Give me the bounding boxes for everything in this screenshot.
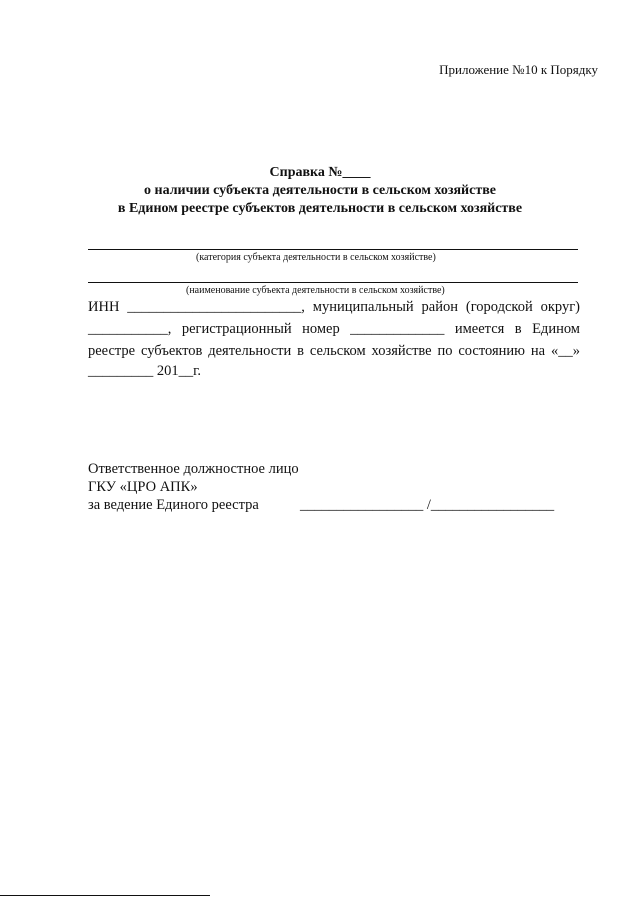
title-line-subject: о наличии субъекта деятельности в сельском хозяйстве — [144, 183, 496, 198]
signature-position: Ответственное должностное лицо — [88, 461, 299, 477]
word: номер — [302, 321, 340, 337]
signature-organization: ГКУ «ЦРО АПК» — [88, 479, 198, 495]
inn-blank[interactable]: ________________________, — [127, 299, 305, 315]
signature-role: за ведение Единого реестра — [88, 497, 259, 513]
document-title — [80, 164, 560, 218]
day-blank[interactable]: «__» — [550, 343, 580, 359]
word: по — [437, 343, 453, 359]
word: реестре — [88, 343, 136, 359]
word: в — [297, 343, 304, 359]
name-field-line[interactable] — [88, 282, 578, 283]
word: ИНН — [88, 299, 120, 315]
registration-number-blank[interactable]: _____________ — [350, 321, 445, 337]
category-caption: (категория субъекта деятельности в сельском хозяйстве) — [196, 252, 436, 263]
word: округ) — [540, 299, 580, 315]
word: состоянию — [458, 343, 525, 359]
category-field-line[interactable] — [88, 249, 578, 250]
signature-blanks[interactable]: _________________ /_________________ — [300, 497, 555, 513]
date-line[interactable]: _________ 201__г. — [88, 363, 202, 379]
word: сельском — [309, 343, 366, 359]
body-line-inn — [88, 297, 580, 317]
title-line-certificate-number: Справка №____ — [269, 165, 371, 180]
word: имеется — [454, 321, 505, 337]
word: Едином — [532, 321, 580, 337]
word: регистрационный — [181, 321, 292, 337]
body-line-registration — [88, 319, 580, 339]
body-line-registry-status — [88, 341, 580, 361]
district-blank[interactable]: ___________, — [88, 321, 172, 337]
word: район — [421, 299, 458, 315]
title-line-registry: в Едином реестре субъектов деятельности в сельском хозяйстве — [117, 201, 523, 216]
word: хозяйстве — [371, 343, 432, 359]
name-caption: (наименование субъекта деятельности в сельском хозяйстве) — [186, 285, 445, 296]
word: в — [514, 321, 522, 337]
footnote-separator — [0, 895, 210, 896]
appendix-reference: Приложение №10 к Порядку — [439, 62, 598, 77]
word: (городской — [465, 299, 533, 315]
word: на — [530, 343, 546, 359]
word: субъектов — [141, 343, 203, 359]
word: муниципальный — [312, 299, 414, 315]
word: деятельности — [208, 343, 292, 359]
